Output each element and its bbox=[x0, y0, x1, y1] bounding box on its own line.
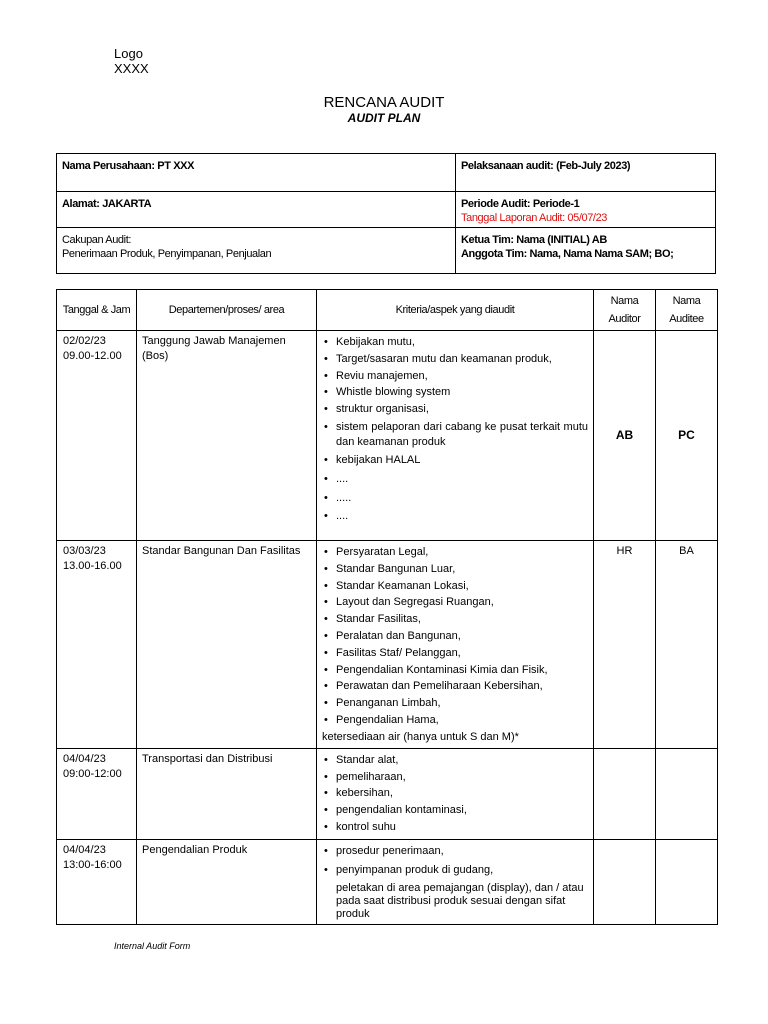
dept-cell: Transportasi dan Distribusi bbox=[137, 748, 317, 839]
list-item: • Standar Bangunan Luar, bbox=[322, 561, 588, 578]
header-auditee: Nama Auditee bbox=[656, 290, 718, 331]
auditee-cell bbox=[656, 839, 718, 925]
list-item: • struktur organisasi, bbox=[322, 401, 588, 418]
list-item: • pengendalian kontaminasi, bbox=[322, 802, 588, 819]
list-item: • Persyaratan Legal, bbox=[322, 544, 588, 561]
header-criteria: Kriteria/aspek yang diaudit bbox=[317, 290, 594, 331]
criteria-cell bbox=[317, 748, 594, 839]
table-row bbox=[57, 839, 718, 925]
auditor-cell: HR bbox=[594, 541, 656, 749]
team-lead: Ketua Tim: Nama (INITIAL) AB bbox=[461, 234, 607, 246]
criteria-trailing-text: ketersediaan air (hanya untuk S dan M)* bbox=[322, 730, 519, 743]
team-members: Anggota Tim: Nama, Nama Nama SAM; BO; bbox=[461, 248, 674, 260]
list-item: • .... bbox=[322, 471, 588, 488]
list-item: • penyimpanan produk di gudang, bbox=[322, 862, 588, 879]
footer-form-name: Internal Audit Form bbox=[114, 941, 191, 951]
row-time: 13:00-16:00 bbox=[63, 858, 122, 871]
auditee-cell: PC bbox=[656, 331, 718, 541]
list-item: • Standar Keamanan Lokasi, bbox=[322, 578, 588, 595]
list-item: • Pengendalian Hama, bbox=[322, 712, 588, 729]
list-item: • kebersihan, bbox=[322, 785, 588, 802]
document-title: RENCANA AUDIT bbox=[323, 94, 445, 111]
date-cell bbox=[57, 541, 137, 749]
company-cell: Nama Perusahaan: PT XXX bbox=[57, 154, 456, 192]
list-item: • Layout dan Segregasi Ruangan, bbox=[322, 594, 588, 611]
dept-cell: Tanggung Jawab Manajemen (Bos) bbox=[137, 331, 317, 541]
list-item: • sistem pelaporan dari cabang ke pusat terkait mutu dan keamanan produk bbox=[322, 420, 588, 450]
list-item: • Fasilitas Staf/ Pelanggan, bbox=[322, 645, 588, 662]
list-item: • Perawatan dan Pemeliharaan Kebersihan, bbox=[322, 678, 588, 695]
logo-line1: Logo bbox=[114, 46, 143, 61]
criteria-list bbox=[322, 544, 588, 729]
header-dept: Departemen/proses/ area bbox=[137, 290, 317, 331]
list-item: • .... bbox=[322, 508, 588, 525]
date-cell bbox=[57, 748, 137, 839]
table-row bbox=[57, 541, 718, 749]
list-item: • kebijakan HALAL bbox=[322, 452, 588, 469]
auditee-cell bbox=[656, 748, 718, 839]
logo-line2: XXXX bbox=[114, 61, 149, 76]
address-cell: Alamat: JAKARTA bbox=[57, 192, 456, 228]
criteria-list bbox=[322, 752, 588, 836]
auditor-cell bbox=[594, 748, 656, 839]
team-cell bbox=[456, 228, 716, 274]
date-cell bbox=[57, 839, 137, 925]
row-time: 09.00-12.00 bbox=[63, 350, 122, 362]
date-cell bbox=[57, 331, 137, 541]
list-item: • Standar Fasilitas, bbox=[322, 611, 588, 628]
row-date: 03/03/23 bbox=[63, 545, 106, 557]
list-item: • Pengendalian Kontaminasi Kimia dan Fisik, bbox=[322, 662, 588, 679]
row-date: 04/04/23 bbox=[63, 843, 106, 856]
table-row bbox=[57, 331, 718, 541]
scope-cell bbox=[57, 228, 456, 274]
list-item: • Reviu manajemen, bbox=[322, 368, 588, 385]
table-header-row bbox=[57, 290, 718, 331]
header-date: Tanggal & Jam bbox=[57, 290, 137, 331]
scope-value: Penerimaan Produk, Penyimpanan, Penjualan bbox=[62, 248, 272, 260]
list-item: • prosedur penerimaan, bbox=[322, 843, 588, 860]
criteria-list bbox=[322, 334, 588, 525]
audit-period: Periode Audit: Periode-1 bbox=[461, 198, 580, 210]
criteria-trailing-text: peletakan di area pemajangan (display), dan / atau pada saat distribusi produk sesuai dengan sifat produk bbox=[336, 882, 584, 921]
auditor-cell: AB bbox=[594, 331, 656, 541]
report-date: Tanggal Laporan Audit: 05/07/23 bbox=[461, 212, 608, 224]
list-item: • Whistle blowing system bbox=[322, 384, 588, 401]
list-item: • Penanganan Limbah, bbox=[322, 695, 588, 712]
header-auditor: Nama Auditor bbox=[594, 290, 656, 331]
execution-cell: Pelaksanaan audit: (Feb-July 2023) bbox=[456, 154, 716, 192]
row-date: 02/02/23 bbox=[63, 335, 106, 347]
criteria-cell bbox=[317, 331, 594, 541]
table-row bbox=[57, 748, 718, 839]
scope-label: Cakupan Audit: bbox=[62, 234, 132, 246]
list-item: • ..... bbox=[322, 490, 588, 507]
criteria-cell bbox=[317, 839, 594, 925]
audit-plan-table bbox=[56, 289, 718, 925]
audit-info-table bbox=[56, 153, 716, 274]
list-item: • Peralatan dan Bangunan, bbox=[322, 628, 588, 645]
list-item: • Target/sasaran mutu dan keamanan produk, bbox=[322, 351, 588, 368]
list-item: • pemeliharaan, bbox=[322, 769, 588, 786]
logo bbox=[114, 46, 149, 76]
row-time: 13.00-16.00 bbox=[63, 560, 122, 572]
auditor-cell bbox=[594, 839, 656, 925]
period-cell bbox=[456, 192, 716, 228]
criteria-cell bbox=[317, 541, 594, 749]
list-item: • Kebijakan mutu, bbox=[322, 334, 588, 351]
criteria-list bbox=[322, 843, 588, 879]
document-subtitle: AUDIT PLAN bbox=[347, 111, 421, 125]
dept-cell: Pengendalian Produk bbox=[137, 839, 317, 925]
list-item: • kontrol suhu bbox=[322, 819, 588, 836]
auditee-cell: BA bbox=[656, 541, 718, 749]
row-date: 04/04/23 bbox=[63, 752, 106, 765]
list-item: • Standar alat, bbox=[322, 752, 588, 769]
dept-cell: Standar Bangunan Dan Fasilitas bbox=[137, 541, 317, 749]
row-time: 09:00-12:00 bbox=[63, 767, 122, 780]
